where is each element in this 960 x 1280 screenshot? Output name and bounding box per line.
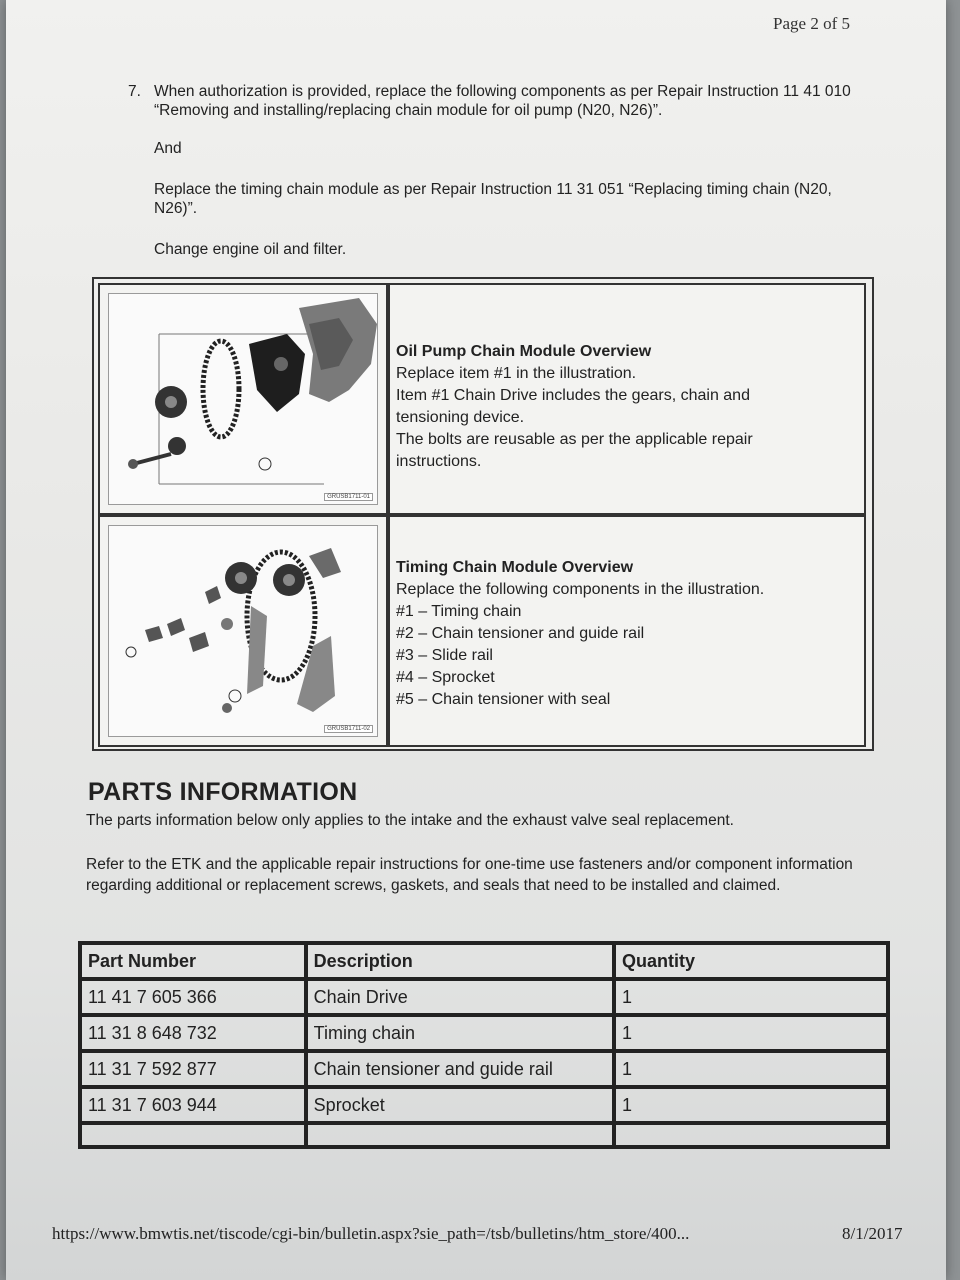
timing-chain-overview-title: Timing Chain Module Overview (396, 559, 634, 576)
table-row (80, 1087, 888, 1123)
oil-pump-line: instructions. (396, 453, 482, 470)
description-cell: Chain Drive (306, 979, 614, 1015)
timing-chain-line: #1 – Timing chain (396, 603, 522, 620)
quantity-cell: 1 (614, 1087, 888, 1123)
timing-chain-diagram (109, 526, 378, 737)
quantity-cell: 1 (614, 1051, 888, 1087)
oil-pump-line: tensioning device. (396, 409, 525, 426)
step-paragraph: When authorization is provided, replace the following components as per Repair Instruction 11 41 010 “Removing and installing/replacing chain module for oil pump (N20, N26)”. (154, 83, 851, 119)
timing-chain-text-cell (388, 515, 866, 747)
table-row (80, 1123, 888, 1147)
oil-pump-text-cell (388, 283, 866, 515)
timing-chain-line: #2 – Chain tensioner and guide rail (396, 625, 645, 642)
oil-pump-line: Replace item #1 in the illustration. (396, 365, 637, 382)
part-number-cell: 11 41 7 605 366 (80, 979, 306, 1015)
table-row (80, 1051, 888, 1087)
description-cell: Sprocket (306, 1087, 614, 1123)
step-paragraph: Replace the timing chain module as per Repair Instruction 11 31 051 “Replacing timing chain (N20, N26)”. (154, 181, 832, 217)
part-number-cell: 11 31 8 648 732 (80, 1015, 306, 1051)
timing-chain-line: #5 – Chain tensioner with seal (396, 691, 611, 708)
step-paragraph: And (154, 140, 182, 157)
step-paragraph: Change engine oil and filter. (154, 241, 347, 258)
description-cell: Chain tensioner and guide rail (306, 1051, 614, 1087)
oil-pump-illustration (108, 293, 378, 505)
oil-pump-line: Item #1 Chain Drive includes the gears, chain and (396, 387, 750, 404)
oil-pump-overview-title: Oil Pump Chain Module Overview (396, 343, 652, 360)
table-row (80, 979, 888, 1015)
document-page (6, 0, 946, 1280)
oil-pump-diagram (109, 294, 378, 505)
step-number: 7. (128, 83, 141, 100)
figure-tag: GRUSB1711-01 (324, 493, 373, 501)
figure-tag: GRUSB1711-02 (324, 725, 373, 733)
description-cell (306, 1123, 614, 1147)
quantity-cell: 1 (614, 1015, 888, 1051)
timing-chain-line: Replace the following components in the illustration. (396, 581, 765, 598)
quantity-cell (614, 1123, 888, 1147)
footer-url: https://www.bmwtis.net/tiscode/cgi-bin/bulletin.aspx?sie_path=/tsb/bulletins/htm_store/400... (52, 1224, 690, 1243)
overview-table (92, 277, 874, 751)
column-header: Quantity (614, 943, 888, 979)
quantity-cell: 1 (614, 979, 888, 1015)
timing-chain-line: #3 – Slide rail (396, 647, 493, 664)
column-header: Part Number (80, 943, 306, 979)
description-cell: Timing chain (306, 1015, 614, 1051)
parts-information-heading: PARTS INFORMATION (88, 778, 358, 806)
footer-date: 8/1/2017 (842, 1224, 903, 1243)
timing-chain-line: #4 – Sprocket (396, 669, 495, 686)
part-number-cell (80, 1123, 306, 1147)
part-number-cell: 11 31 7 603 944 (80, 1087, 306, 1123)
parts-intro: The parts information below only applies to the intake and the exhaust valve seal replacement. (86, 812, 734, 829)
parts-table (78, 941, 890, 1149)
timing-chain-illustration (108, 525, 378, 737)
part-number-cell: 11 31 7 592 877 (80, 1051, 306, 1087)
parts-note: Refer to the ETK and the applicable repair instructions for one-time use fasteners and/or component information regarding additional or replacement screws, gaskets, and seals that need to be installed and claimed. (86, 856, 853, 894)
oil-pump-line: The bolts are reusable as per the applicable repair (396, 431, 753, 448)
table-header-row (80, 943, 888, 979)
table-row (80, 1015, 888, 1051)
timing-chain-figure-cell (98, 515, 388, 747)
oil-pump-figure-cell (98, 283, 388, 515)
page-number: Page 2 of 5 (773, 14, 850, 33)
column-header: Description (306, 943, 614, 979)
